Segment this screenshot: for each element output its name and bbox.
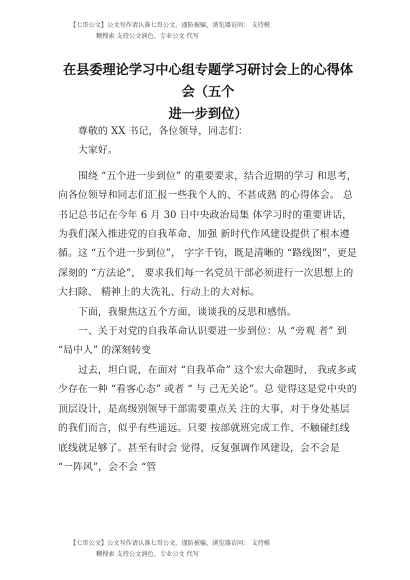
header-notice — [70, 20, 360, 42]
paragraph-section-1: 过去，坦白说，在面对 “自我革命” 这个宏大命题时， 我或多或少存在一种 “看客心态” 或者 “ 与 己无关论”。总 觉得这是党中央的顶层设计，是高级别领导干部需要重点关 注的大事，对于身处基层的我们而言，似乎有些遥远。只要 按部就班完成工作、不触碰红线底线就足够了。甚至有时会 觉得，反复强调作风建设，会不会是 “一阵风”，会不会 “管 — [58, 364, 357, 473]
paragraph-intro: 围绕 “五个进一步到位” 的重要要求，结合近期的学习 和思考，向各位领导和同志们汇报一些我个人的、不甚成熟 的心得体会。 总书记总书记在今年 6 月 30 日中央政治局集 体学习时的重要讲话，为我们深入推进党的自我革命、加强 新时代作风建设提供了根本遵循。这 “五个进一步到位”， 字字千钧，既是清晰的 “路线图”，更是深刻的 “方法论”， 要求我们每一名党员干部必须进行一次思想上的大扫除、 精神上的大洗礼、行动上的大对标。 — [58, 170, 357, 299]
salutation: 尊敬的 XX 书记，各位领导，同志们： — [78, 126, 248, 137]
footer-notice-line-2: 糊搜索 支持公文润色、专业公文 代写 — [96, 551, 199, 558]
header-notice-line-2: 糊搜索 支持公文润色、专业公文 代写 — [96, 33, 199, 40]
footer-notice-line-1: 【七哥公文】公文写作请认准七哥公文，谨防被骗，浏览器访问： 支持模 — [70, 540, 270, 547]
document-title-line-2: 进一步到位） — [168, 107, 248, 122]
header-notice-line-1: 【七哥公文】公文写作请认准七哥公文，谨防被骗，浏览器访问： 支持模 — [70, 22, 270, 29]
document-body — [58, 122, 358, 477]
footer-notice — [70, 538, 360, 560]
paragraph-overview: 下面，我聚焦这五个方面，谈谈我的反思和感悟。 — [78, 306, 297, 318]
document-title — [58, 60, 358, 126]
section-heading-1: 一、关于对党的自我革命认识要进一步到位：从 “旁观 者” 到 “局中人” 的深刻转变 — [58, 326, 347, 357]
greeting: 大家好。 — [78, 145, 118, 157]
document-title-line-1: 在县委理论学习中心组专题学习研讨会上的心得体会（五个 — [62, 63, 354, 100]
